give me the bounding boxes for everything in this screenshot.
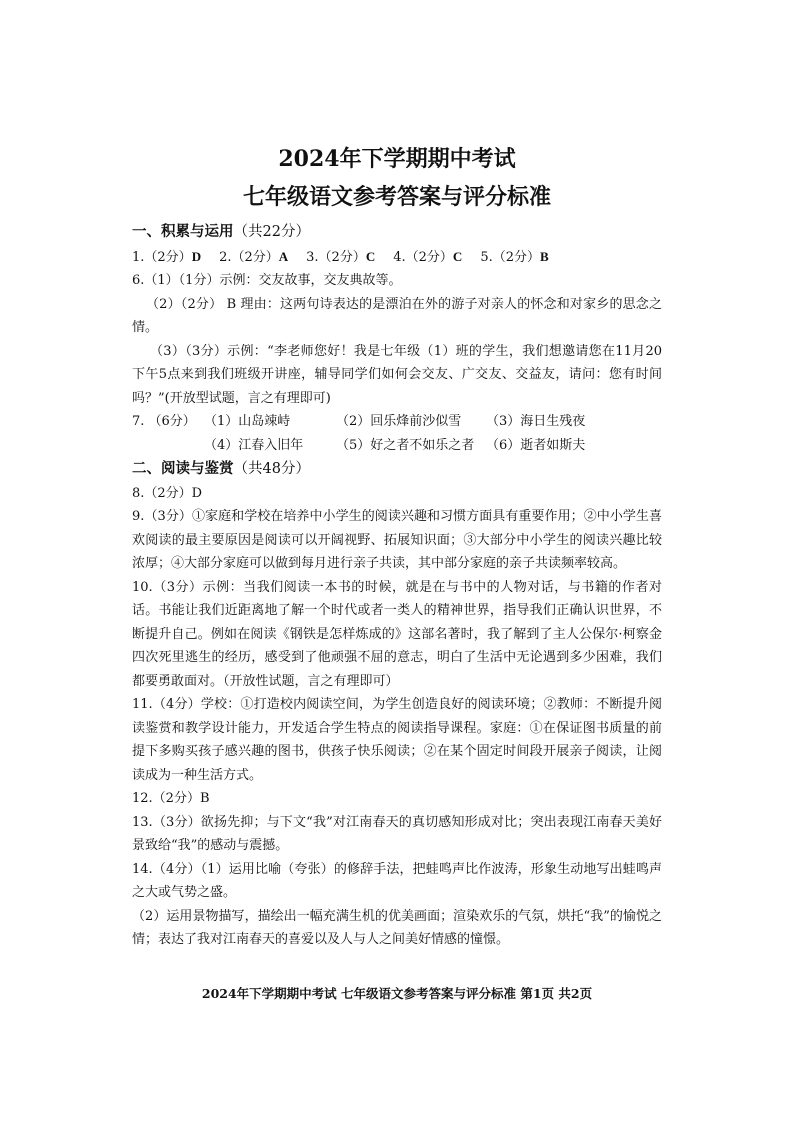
q7-item: （1）山岛竦峙 [204, 414, 291, 429]
section-heading-text: 一、积累与运用 [132, 223, 234, 240]
q7-item: （6）逝者如斯夫 [486, 437, 586, 453]
mc-answer: 2.（2分）A [219, 248, 289, 265]
mc-answer: 1.（2分）D [132, 248, 202, 265]
answer-key-page [132, 140, 662, 952]
q7-item: （5）好之者不如乐之者 [336, 437, 475, 453]
exam-title: 2024年下学期期中考试 [278, 146, 516, 172]
q7-answers [132, 410, 662, 434]
mc-answers-row [132, 245, 662, 270]
q7-label: 7. （6分） [132, 414, 196, 429]
section-points: （共48分） [233, 461, 310, 477]
mc-answer: 4.（2分）C [393, 248, 463, 265]
mc-answer: 5.（2分）B [480, 248, 549, 265]
q7-item: （4）江春入旧年 [204, 437, 304, 453]
q10-answer: 10.（3分）示例：当我们阅读一本书的时候，就是在与书中的人物对话，与书籍的作者对话。书能让我们近距离地了解一个时代或者一类人的精神世界，指导我们正确认识世界，不断提升自己。例如在阅读《钢铁是怎样炼成的》这部名著时，我了解到了主人公保尔·柯察金四次死里逃生的经历，感受到了他顽强不屈的意志，明白了生活中无论遇到多少困难，我们都要勇敢面对。（开放性试题，言之有理即可） [132, 579, 662, 689]
section-points: （共22分） [233, 224, 310, 240]
q7-item: （3）海日生残夜 [486, 414, 586, 429]
q7-grid-row2 [132, 434, 662, 458]
section-heading-2 [132, 457, 662, 482]
q12-answer: 12.（2分）B [132, 791, 210, 806]
q11-answer: 11.（4分）学校：①打造校内阅读空间，为学生创造良好的阅读环境；②教师：不断提升阅读鉴赏和教学设计能力，开发适合学生特点的阅读指导课程。家庭：①在保证图书质量的前提下多购买孩子感兴趣的图书，供孩子快乐阅读；②在某个固定时间段开展亲子阅读，让阅读成为一种生活方式。 [132, 697, 662, 783]
q8-answer: 8.（2分）D [132, 485, 203, 501]
q13-answer: 13.（3分）欲扬先抑；与下文“我”对江南春天的真切感知形成对比；突出表现江南春天美好景致给“我”的感动与震撼。 [132, 814, 662, 853]
q9-answer: 9.（3分）①家庭和学校在培养中小学生的阅读兴趣和习惯方面具有重要作用；②中小学生喜欢阅读的最主要原因是阅读可以开阔视野、拓展知识面；③大部分中小学生的阅读兴趣比较浓厚；④大部分家庭可以做到每月进行亲子共读，其中部分家庭的亲子共读频率较高。 [132, 509, 662, 571]
answer-key-title: 七年级语文参考答案与评分标准 [242, 184, 551, 210]
section-heading-text: 二、阅读与鉴赏 [132, 460, 234, 477]
q6-part3: （3）（3分）示例：“李老师您好！我是七年级（1）班的学生，我们想邀请您在11月20下午5点来到我们班级开讲座，辅导同学们如何会交友、广交友、交益友，请问：您有时间吗？”(开放型试题，言之有理即可) [132, 343, 662, 406]
section-heading-1 [132, 220, 662, 245]
q14-part1: 14.（4分）（1）运用比喻（夸张）的修辞手法，把蛙鸣声比作波涛，形象生动地写出蛙鸣声之大或气势之盛。 [132, 861, 662, 900]
q6-part1: 6.（1）（1分）示例：交友故事，交友典故等。 [132, 273, 402, 288]
page-footer: 2024年下学期期中考试 七年级语文参考答案与评分标准 第1页 共2页 [201, 986, 593, 1001]
q6-part2: （2）（2分） B 理由：这两句诗表达的是漂泊在外的游子对亲人的怀念和对家乡的思念之情。 [132, 296, 662, 335]
mc-answer: 3.（2分）C [306, 248, 376, 265]
q7-item: （2）回乐烽前沙似雪 [336, 414, 462, 429]
q7-grid [204, 410, 616, 434]
q14-part2: （2）运用景物描写，描绘出一幅充满生机的优美画面；渲染欢乐的气氛，烘托“我”的愉悦之情；表达了我对江南春天的喜爱以及人与人之间美好情感的憧憬。 [132, 908, 662, 947]
